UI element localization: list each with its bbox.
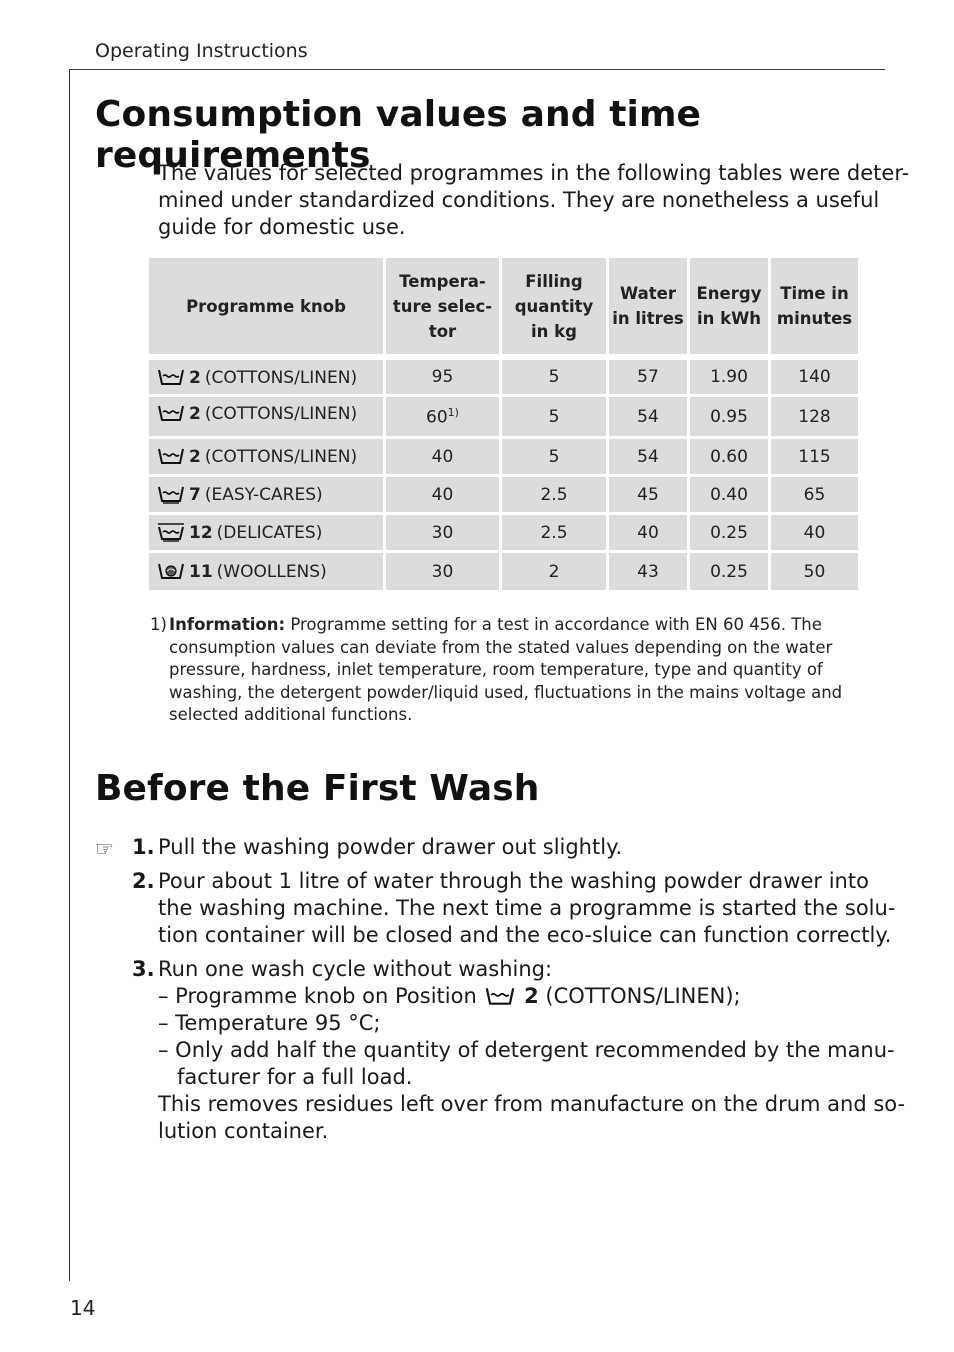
footnote-marker: 1) [150,615,167,634]
cottons-tub-icon [157,367,185,387]
cottons-tub-icon [157,446,185,466]
header-filling: Filling quantity in kg [502,258,606,360]
temperature-cell: 60$^{1)}$ [386,397,499,439]
water-cell: 43 [609,553,687,593]
programme-cell: 12 (DELICATES) [149,515,383,553]
table-footnote: 1) Information: Programme setting for a test in accordance with EN 60 456. The consumption values can deviate from the stated values depending on the water pressure, hardness, inlet temperature, room temperature, type and quantity of washing, the detergent powder/liquid used, fluctuations in the mains voltage and selected additional functions. [150,615,843,724]
table-row [149,360,858,397]
intro-paragraph: The values for selected programmes in the following tables were deter- mined under standardized conditions. They are nonetheless a useful guide for domestic use. [158,161,910,239]
time-cell: 140 [771,360,858,397]
header-time: Time in minutes [771,258,858,360]
table-row [149,515,858,553]
page-number: 14 [70,1296,96,1320]
temperature-cell: 40 [386,477,499,515]
filling-cell: 5 [502,397,606,439]
step-number: 1. [132,835,155,859]
programme-cell: 2 (COTTONS/LINEN) [149,360,383,397]
step-2: 2. Pour about 1 litre of water through the washing powder drawer into the washing machine. The next time a programme is started the solu- tion container will be closed and the eco-sluice can function correctly. [132,869,896,947]
filling-cell: 2.5 [502,515,606,553]
woollens-tub-icon [157,561,185,581]
easy-care-tub-icon [157,484,185,504]
header-section-label: Operating Instructions [95,40,308,62]
water-cell: 40 [609,515,687,553]
water-cell: 57 [609,360,687,397]
programme-cell: 2 (COTTONS/LINEN) [149,397,383,439]
temperature-cell: 40 [386,439,499,477]
energy-cell: 0.40 [690,477,768,515]
header-energy: Energy in kWh [690,258,768,360]
programme-cell: 2 (COTTONS/LINEN) [149,439,383,477]
consumption-table [146,258,861,593]
energy-cell: 0.25 [690,553,768,593]
programme-cell: 11 (WOOLLENS) [149,553,383,593]
table-header-row [149,258,858,360]
energy-cell: 1.90 [690,360,768,397]
header-temperature: Tempera- ture selec- tor [386,258,499,360]
filling-cell: 2.5 [502,477,606,515]
first-wash-steps [95,834,906,1145]
time-cell: 65 [771,477,858,515]
margin-rule [69,69,70,1281]
temperature-cell: 95 [386,360,499,397]
water-cell: 45 [609,477,687,515]
filling-cell: 2 [502,553,606,593]
header-rule [69,69,885,70]
time-cell: 50 [771,553,858,593]
cottons-tub-icon [157,403,185,423]
step-number: 3. [132,957,155,981]
footnote-label: Information: [169,615,286,634]
step-3: 3. Run one wash cycle without washing: – Programme knob on Position 2 (COTTONS/LINEN); – Temperature 95 °C; – Only add half the quantity of detergent recommended by the manu- facturer for a full load. This removes residues left over from manufacture on the drum and so- lution container. [132,957,906,1143]
bullet-temperature: – Temperature 95 °C; [158,1011,381,1035]
programme-cell: 7 (EASY-CARES) [149,477,383,515]
section-title-consumption: Consumption values and time requirements [95,94,702,176]
bullet-detergent: – Only add half the quantity of detergent recommended by the manu- [158,1038,895,1062]
cottons-tub-icon [483,985,517,1007]
table-row [149,439,858,477]
time-cell: 40 [771,515,858,553]
time-cell: 115 [771,439,858,477]
temperature-cell: 30 [386,553,499,593]
energy-cell: 0.25 [690,515,768,553]
delicates-tub-icon [157,522,185,542]
time-cell: 128 [771,397,858,439]
filling-cell: 5 [502,360,606,397]
step-1: ☞ 1. Pull the washing powder drawer out slightly. [95,835,623,861]
filling-cell: 5 [502,439,606,477]
water-cell: 54 [609,439,687,477]
step-number: 2. [132,869,155,893]
table-row [149,553,858,593]
energy-cell: 0.95 [690,397,768,439]
water-cell: 54 [609,397,687,439]
section-title-first-wash: Before the First Wash [95,768,540,809]
header-programme: Programme knob [149,258,383,360]
table-row [149,397,858,439]
bullet-programme-knob: – Programme knob on Position 2 (COTTONS/LINEN); [158,984,741,1008]
pointing-hand-icon: ☞ [95,837,114,861]
temperature-cell: 30 [386,515,499,553]
energy-cell: 0.60 [690,439,768,477]
table-row [149,477,858,515]
header-water: Water in litres [609,258,687,360]
